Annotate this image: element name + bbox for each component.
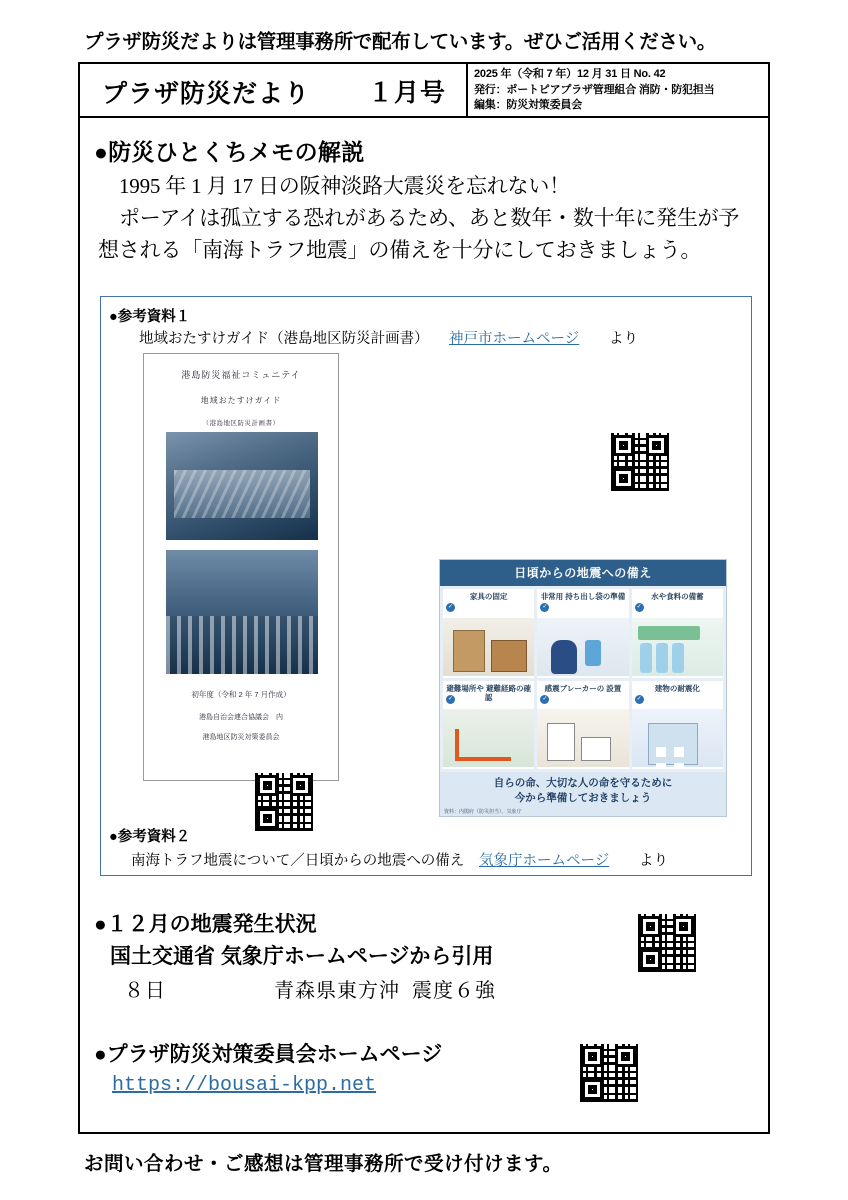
furniture-fixing-icon [443, 618, 534, 676]
seismic-breaker-icon [537, 709, 628, 767]
check-icon: ✓ [542, 604, 548, 610]
jma-link-suffix: より [639, 853, 668, 869]
poster-cell [443, 589, 534, 678]
newsletter-frame [78, 62, 770, 1134]
page-title: プラザ防災だより [102, 80, 311, 108]
quake-intensity: 震度６強 [412, 980, 496, 1002]
guide-cover-foot2: 港島自治会連合協議会 内 [199, 714, 283, 721]
poster-cell-title: 水や食料の備蓄 [651, 592, 704, 601]
section-memo-title: ●防災ひとくちメモの解説 [94, 139, 365, 165]
reference-2-subtitle: 南海トラフ地震について／日頃からの地震への備え [131, 853, 465, 869]
qr-code-otasuke-guide-icon[interactable] [255, 773, 313, 831]
section-memo-body [98, 170, 756, 266]
evacuation-route-icon [443, 709, 534, 767]
poster-foot-line2: 今から準備しておきましょう [514, 792, 652, 804]
check-icon: ✓ [636, 695, 642, 702]
guide-cover-line2: 地域おたすけガイド [200, 396, 282, 405]
poster-headline: 日頃からの地震への備え [440, 560, 726, 586]
guide-cover-line1: 港島防災福祉コミュニテイ [181, 370, 301, 380]
top-note: プラザ防災だよりは管理事務所で配布しています。ぜひご活用ください。 [84, 32, 717, 53]
meta-editor: 編集：防災対策委員会 [474, 99, 582, 111]
section-quake-source: 国土交通省 気象庁ホームページから引用 [110, 945, 494, 968]
qr-code-bousai-kpp-icon[interactable] [580, 1044, 638, 1102]
qr-code-kobe-city-icon[interactable] [611, 433, 669, 491]
quake-place: 青森県東方沖 [274, 980, 400, 1002]
masthead-meta [466, 64, 770, 116]
building-seismic-icon [632, 709, 723, 767]
issue-label: １月号 [368, 79, 447, 107]
poster-cell [443, 681, 534, 770]
guide-cover-image [143, 353, 339, 781]
quake-date: ８日 [124, 980, 166, 1002]
meta-publisher: 発行：ポートピアプラザ管理組合 消防・防犯担当 [474, 83, 715, 96]
reference-1-subtitle: 地域おたすけガイド（港島地区防災計画書） [139, 331, 429, 347]
qr-corner-icon [582, 1079, 603, 1100]
earthquake-preparedness-poster [439, 559, 727, 817]
poster-cell-title: 避難場所や 避難経路の確認 [446, 683, 531, 702]
check-icon: ✓ [447, 604, 454, 610]
check-icon: ✓ [542, 695, 548, 702]
qr-corner-icon [257, 808, 278, 829]
poster-cell [537, 589, 628, 678]
poster-cell-title: 建物の耐震化 [654, 683, 700, 693]
section-website-title: ●プラザ防災対策委員会ホームページ [94, 1043, 443, 1066]
kobe-city-link-suffix: より [609, 331, 638, 347]
poster-cell-title: 家具の固定 [469, 592, 508, 601]
section-quake-title: ●１２月の地震発生状況 [94, 913, 317, 936]
meta-date: 2025 年（令和 7 年）12 月 31 日 No. 42 [474, 68, 666, 80]
committee-website-link[interactable]: https://bousai-kpp.net [112, 1074, 377, 1097]
water-food-stock-icon [632, 618, 723, 676]
reference-2-label: ●参考資料２ [109, 829, 191, 845]
check-icon: ✓ [636, 604, 642, 610]
cityscape-photo-icon [166, 550, 318, 674]
poster-cell [537, 681, 628, 770]
memo-paragraph-1: 1995 年 1 月 17 日の阪神淡路大震災を忘れない！ [119, 174, 570, 198]
guide-cover-foot3: 港島地区防災対策委員会 [202, 734, 280, 741]
reference-1-label: ●参考資料１ [109, 309, 191, 325]
qr-corner-icon [613, 468, 634, 489]
kobe-city-link[interactable]: 神戸市ホームページ [449, 331, 580, 347]
check-icon: ✓ [447, 695, 454, 702]
emergency-bag-icon [537, 618, 628, 676]
poster-cell-title: 非常用 持ち出し袋の準備 [540, 592, 626, 601]
poster-cell [632, 589, 723, 678]
reference-box [100, 296, 752, 876]
qr-code-jma-icon[interactable] [638, 914, 696, 972]
poster-cell [632, 681, 723, 770]
aerial-photo-icon [166, 432, 318, 540]
quake-row [124, 974, 496, 1003]
guide-cover-line3: （港島地区防災計画書） [202, 420, 280, 427]
poster-credit: 資料：内閣府（防災担当）、気象庁 [444, 809, 522, 815]
qr-corner-icon [640, 949, 661, 970]
poster-foot-line1: 自らの命、大切な人の命を守るために [493, 777, 673, 789]
masthead [80, 64, 768, 118]
poster-cell-title: 感震ブレーカーの 設置 [544, 683, 622, 693]
memo-paragraph-2: ポーアイは孤立する恐れがあるため、あと数年・数十年に発生が予想される「南海トラフ地震」の備えを十分にしておきましょう。 [98, 206, 740, 262]
jma-link[interactable]: 気象庁ホームページ [479, 853, 610, 869]
poster-grid [440, 586, 726, 772]
bottom-note: お問い合わせ・ご感想は管理事務所で受け付けます。 [84, 1154, 563, 1175]
guide-cover-foot1: 初年度（令和 2 年 7 月作成） [191, 690, 291, 699]
